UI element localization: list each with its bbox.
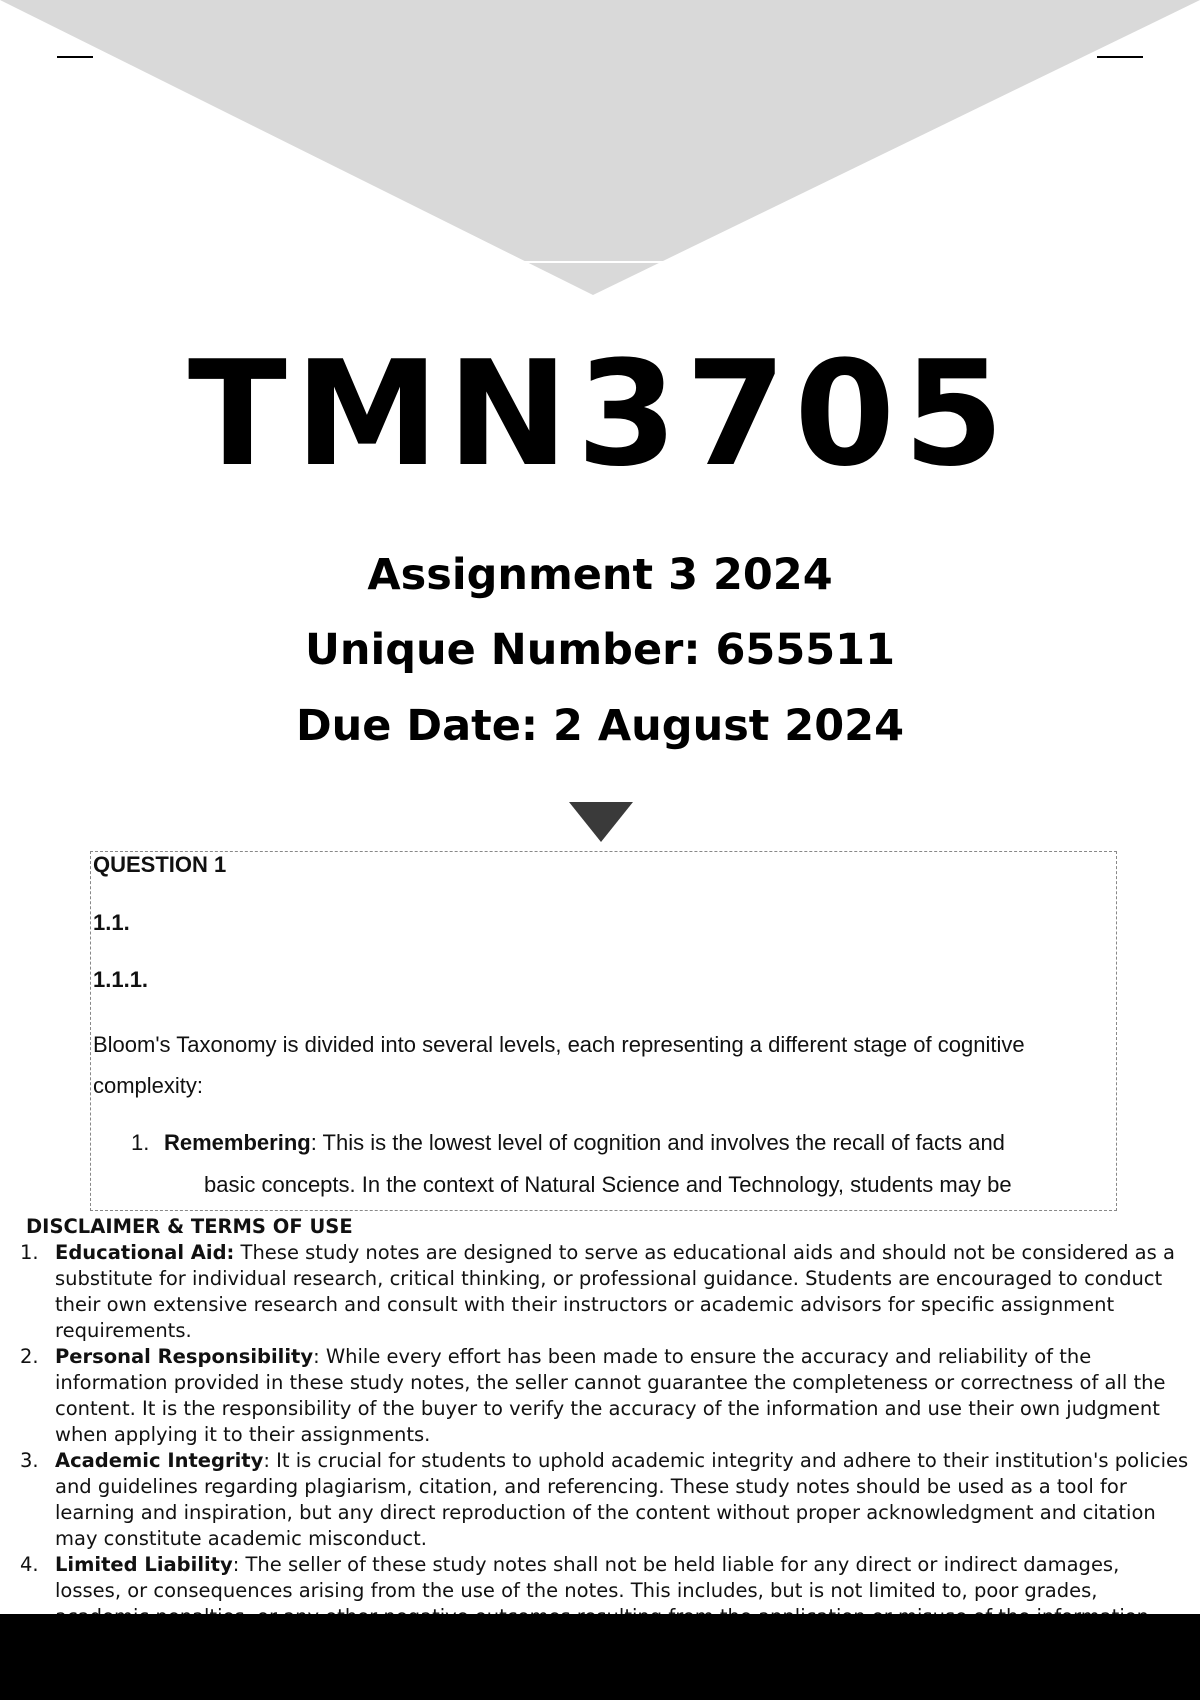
content-preview-box bbox=[90, 851, 1117, 1211]
course-code: TMN3705 bbox=[187, 330, 1013, 499]
term-name: Limited Liability bbox=[55, 1553, 233, 1576]
header-rule-right bbox=[1097, 56, 1143, 58]
term-name: Academic Integrity bbox=[55, 1449, 264, 1472]
list-item-number: 1. bbox=[131, 1130, 150, 1155]
term-number: 2. bbox=[20, 1345, 39, 1368]
term-text: : It is crucial for students to uphold academic integrity and adhere to their institution's policies and guidelines regarding plagiarism, citation, and referencing. These study notes should be used as a tool for learning and inspiration, but any direct reproduction of the content without proper acknowledgment and citation may constitute academic misconduct. bbox=[55, 1449, 1189, 1550]
term-text: These study notes are designed to serve as educational aids and should not be considered as a substitute for individual research, critical thinking, or professional guidance. Students are encouraged to conduct their own extensive research and consult with their instructors or academic advisors for specific assignment requirements. bbox=[55, 1241, 1175, 1342]
term-number: 3. bbox=[20, 1449, 39, 1472]
header-rule-left bbox=[57, 56, 93, 58]
term-text: : While every effort has been made to ensure the accuracy and reliability of the information provided in these study notes, the seller cannot guarantee the completeness or correctness of all the content. It is the responsibility of the buyer to verify the accuracy of the information and use their own judgment when applying it to their assignments. bbox=[55, 1345, 1166, 1446]
disclaimer-section bbox=[20, 1214, 1190, 1630]
list-item-term: Remembering bbox=[164, 1130, 311, 1155]
term-item bbox=[20, 1344, 1190, 1448]
list-item-text-line1: : This is the lowest level of cognition and involves the recall of facts and bbox=[310, 1130, 1005, 1155]
cover-banner bbox=[0, 0, 1200, 300]
term-text: : The seller of these study notes shall not be held liable for any direct or indirect damages, losses, or consequences arising from the use of the notes. This includes, but is not limited to, poor grades, bbox=[55, 1553, 1120, 1602]
disclaimer-title: DISCLAIMER & TERMS OF USE bbox=[26, 1215, 353, 1238]
term-number: 4. bbox=[20, 1553, 39, 1576]
question-heading: QUESTION 1 bbox=[93, 852, 227, 877]
term-number: 1. bbox=[20, 1241, 39, 1264]
due-date: Due Date: 2 August 2024 bbox=[295, 701, 904, 751]
unique-number: Unique Number: 655511 bbox=[304, 625, 896, 675]
list-item bbox=[131, 1122, 1106, 1206]
term-item bbox=[20, 1240, 1190, 1344]
subsection-number: 1.1.1. bbox=[93, 967, 149, 992]
term-item bbox=[20, 1448, 1190, 1552]
term-name: Personal Responsibility bbox=[55, 1345, 314, 1368]
section-number: 1.1. bbox=[93, 910, 130, 935]
down-arrow-icon bbox=[569, 802, 633, 842]
assignment-title: Assignment 3 2024 bbox=[367, 550, 833, 600]
list-item-text-line2: basic concepts. In the context of Natural Science and Technology, students may be bbox=[204, 1172, 1012, 1197]
intro-paragraph: Bloom's Taxonomy is divided into several levels, each representing a different stage of cognitive complexity: bbox=[93, 1032, 1025, 1098]
term-name: Educational Aid: bbox=[55, 1241, 235, 1264]
bottom-bar bbox=[0, 1614, 1200, 1700]
